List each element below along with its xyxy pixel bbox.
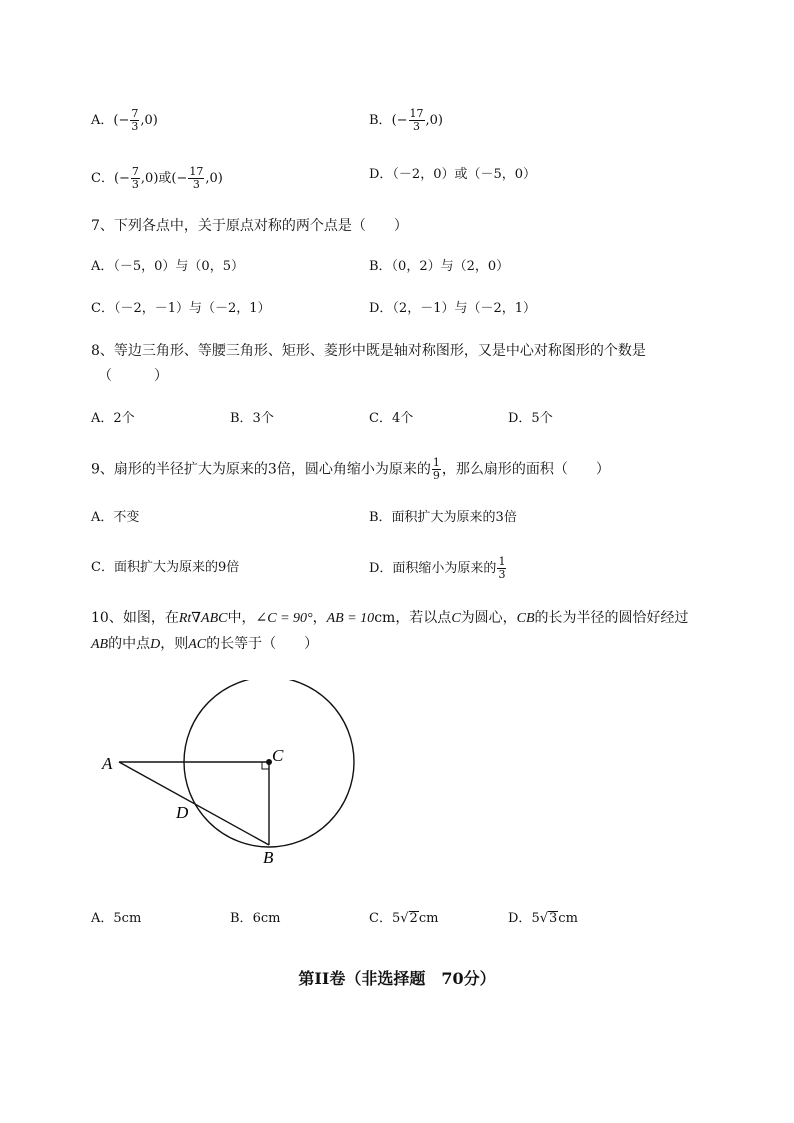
stem-text: 的中点 [108,636,151,652]
q10-geometry-figure [95,680,365,870]
math-text: CB [516,611,535,626]
fraction-numerator: 1 [432,456,440,469]
option-text: ,0)或(− [140,171,188,186]
option-text: (− [113,113,130,128]
q8-option-c: C．4个 [369,411,414,426]
option-text: (− [113,171,130,186]
label-d: D [176,803,189,822]
option-text: ,0) [425,113,444,128]
option-label: D． [508,911,532,926]
math-text: AB [91,637,109,652]
math-text: ∇ABC [191,611,228,626]
fraction [432,457,441,482]
q9-option-c: C．面积扩大为原来的9倍 [91,560,240,575]
stem-text: 中， [227,610,256,626]
q10-stem-line2 [91,635,318,654]
q10-option-d [508,910,578,928]
fraction [188,166,204,191]
q7-option-c: C．（－2，－1）与（－2，1） [91,301,271,316]
fraction-numerator: 7 [131,107,139,120]
q9-option-b: B．面积扩大为原来的3倍 [369,510,517,525]
label-b: B [263,848,274,867]
q6-option-a [91,108,158,133]
q8-answer-paren: （ ） [98,368,168,384]
option-label: C． [91,171,114,186]
fraction-numerator: 7 [131,165,139,178]
section-title: 第II卷（非选择题 70分） [298,969,496,988]
segment-ab [119,762,269,845]
q7-option-b: B．（0，2）与（2，0） [369,259,510,274]
math-text: ∠C = 90° [255,611,313,626]
q10-option-c [369,910,438,928]
fraction [409,108,425,133]
option-label: B． [369,113,392,128]
q9-stem [91,457,610,482]
fraction-numerator: 17 [189,165,204,178]
stem-text: 的长为半径的圆恰好经过 [534,610,689,626]
q7-option-a: A．（－5，0）与（0，5） [91,259,244,274]
q9-option-d [369,556,507,581]
fraction [131,166,140,191]
q9-option-a: A．不变 [91,510,140,525]
q8-option-a: A．2个 [91,411,135,426]
stem-text: 的长等于（ ） [206,636,319,652]
q6-option-b [369,108,443,133]
math-text: AC [188,637,207,652]
math-text: C [451,611,461,626]
fraction-denominator: 3 [498,568,506,581]
fraction-denominator: 3 [192,178,200,191]
fraction-denominator: 3 [131,120,139,133]
stem-text: ，若以点 [395,610,452,626]
q8-option-b: B．3个 [230,411,274,426]
option-text: 6cm [252,911,281,926]
sqrt-sign: √ [539,911,549,926]
option-label: C． [369,911,392,926]
math-text: D [150,637,161,652]
fraction-numerator: 1 [498,555,506,568]
sqrt-sign: √ [400,911,409,926]
q8-stem: 8、等边三角形、等腰三角形、矩形、菱形中既是轴对称图形，又是中心对称图形的个数是 [91,343,646,359]
unit-text: cm [558,911,578,926]
stem-text: ，那么扇形的面积（ ） [441,461,610,478]
label-a: A [102,754,113,773]
stem-text: 9、扇形的半径扩大为原来的3倍，圆心角缩小为原来的 [91,461,431,478]
fraction-denominator: 9 [432,469,440,482]
fraction-denominator: 3 [413,120,421,133]
q10-option-b [230,910,280,928]
option-label: A． [91,911,114,926]
option-label: A． [91,113,114,128]
unit-text: cm [418,911,439,926]
stem-text: 10、如图，在 [91,610,179,626]
option-label: B． [230,911,253,926]
option-text: 5 [531,911,540,926]
option-text: (− [391,113,408,128]
q6-option-d: D．（－2，0）或（－5，0） [369,167,537,182]
stem-text: 为圆心， [460,610,517,626]
fraction-numerator: 17 [409,107,424,120]
radicand: 2 [409,911,418,926]
option-text: 5 [391,911,401,926]
q10-option-a [91,910,141,928]
math-text: AB = 10 [326,611,375,626]
math-text: Rt [178,611,192,626]
q7-option-d: D．（2，－1）与（－2，1） [369,301,537,316]
option-text: ,0) [140,113,158,128]
q10-stem-line1 [91,609,689,628]
option-text: ,0) [205,171,223,186]
q8-option-d: D．5个 [508,411,553,426]
q7-stem: 7、下列各点中，关于原点对称的两个点是（ ） [91,218,408,234]
radicand: 3 [549,911,558,926]
label-c: C [272,746,284,765]
stem-text: ，则 [160,636,189,652]
fraction-denominator: 3 [131,178,139,191]
stem-text: ， [312,610,327,626]
option-text: D．面积缩小为原来的 [369,561,497,576]
option-text: 5cm [113,911,142,926]
fraction [130,108,139,133]
q6-option-c [91,166,223,191]
unit-text: cm [374,610,396,626]
fraction [497,556,506,581]
